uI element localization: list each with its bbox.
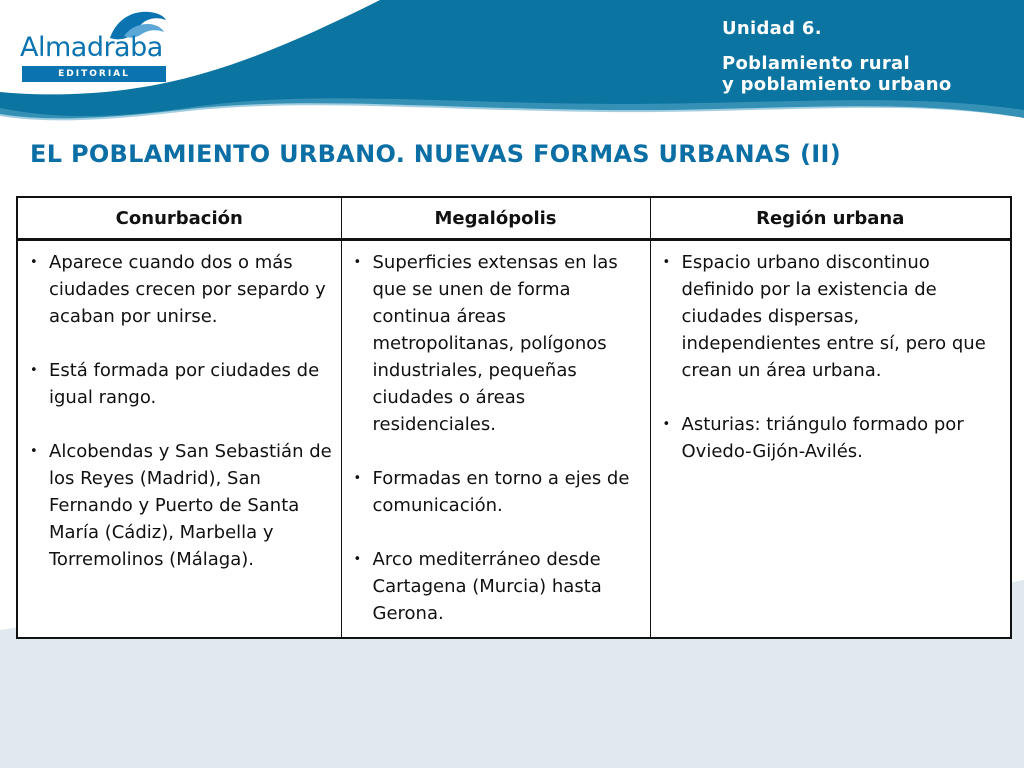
unit-subtitle — [722, 53, 1012, 95]
list-item: • Arco mediterráneo desde Cartagena (Murcia) hasta Gerona. — [352, 546, 644, 627]
column-header-conurbacion: Conurbación — [17, 197, 341, 240]
urban-forms-table — [16, 196, 1012, 639]
logo-subtext: EDITORIAL — [22, 66, 166, 82]
publisher-logo — [18, 8, 170, 80]
unit-label: Unidad 6. — [722, 18, 822, 39]
unit-info — [722, 18, 1012, 95]
list-item: • Superficies extensas en las que se unen de forma continua áreas metropolitanas, polígonos industriales, pequeñas ciudades o áreas residenciales. — [352, 249, 644, 438]
unit-subtitle-line2: y poblamiento urbano — [722, 74, 952, 95]
region-urbana-list — [661, 249, 1005, 465]
page-title: EL POBLAMIENTO URBANO. NUEVAS FORMAS URBANAS (II) — [30, 140, 842, 168]
list-item: • Formadas en torno a ejes de comunicación. — [352, 465, 644, 519]
list-item: • Aparece cuando dos o más ciudades crecen por separdo y acaban por unirse. — [28, 249, 335, 330]
column-header-region-urbana: Región urbana — [650, 197, 1011, 240]
cell-megalopolis — [341, 240, 650, 639]
column-header-megalopolis: Megalópolis — [341, 197, 650, 240]
list-item: • Asturias: triángulo formado por Oviedo-Gijón-Avilés. — [661, 411, 1005, 465]
list-item: • Está formada por ciudades de igual rango. — [28, 357, 335, 411]
comparison-table — [16, 196, 1010, 639]
table-header-row — [17, 197, 1011, 240]
cell-region-urbana — [650, 240, 1011, 639]
unit-subtitle-line1: Poblamiento rural — [722, 53, 910, 74]
table-row — [17, 240, 1011, 639]
conurbacion-list — [28, 249, 335, 573]
list-item: • Espacio urbano discontinuo definido por la existencia de ciudades dispersas, independientes entre sí, pero que crean un área urbana. — [661, 249, 1005, 384]
megalopolis-list — [352, 249, 644, 627]
list-item: • Alcobendas y San Sebastián de los Reyes (Madrid), San Fernando y Puerto de Santa María (Cádiz), Marbella y Torremolinos (Málaga). — [28, 438, 335, 573]
cell-conurbacion — [17, 240, 341, 639]
logo-wordmark: Almadraba — [20, 32, 163, 63]
